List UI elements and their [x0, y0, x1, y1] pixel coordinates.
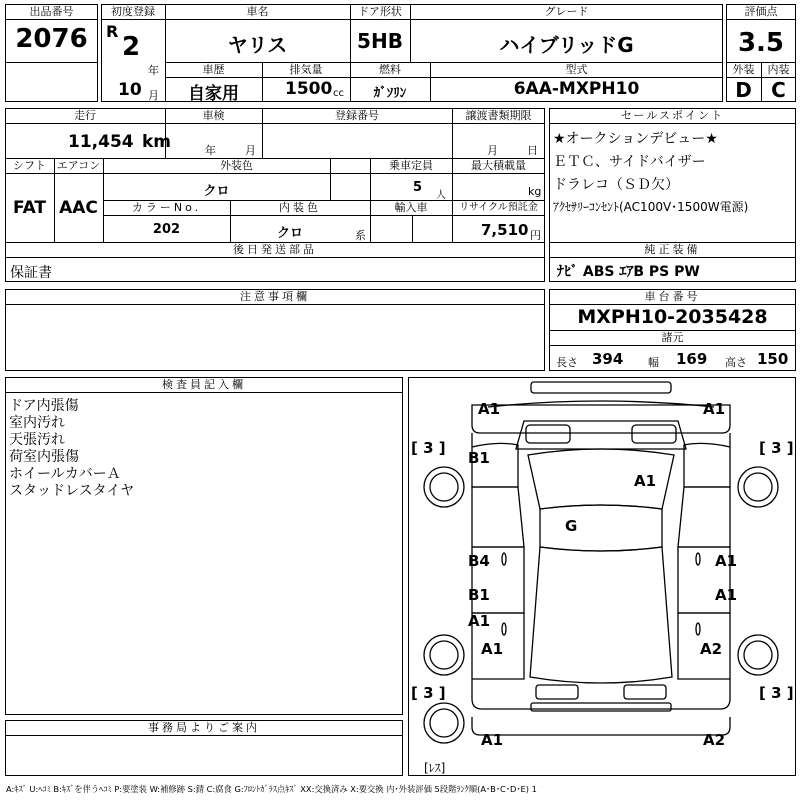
- damage-mark: A1: [478, 400, 501, 418]
- first-reg-label: 初度登録: [111, 5, 155, 18]
- notes-label: 注意事項欄: [240, 290, 310, 303]
- score-label: 評価点: [744, 5, 778, 18]
- interior-grade-label: 内装: [767, 63, 790, 76]
- transfer-deadline-label: 譲渡書類期限: [465, 109, 532, 122]
- interior-color-unit: 系: [355, 229, 366, 242]
- sales-point-2: ＥＴＣ、サイドバイザー: [553, 154, 706, 170]
- capacity-unit: 人: [436, 190, 446, 201]
- chassis-label: 車台番号: [644, 290, 701, 303]
- legend: A:ｷｽﾞ U:ﾍｺﾐ B:ｷｽﾞを伴うﾍｺﾐ P:要塗装 W:補修跡 S:錆 C:腐食 G:ﾌﾛﾝﾄｶﾞﾗｽ点ｷｽﾞ XX:交換済み X:要交換 内･外装評価 5段階ﾗﾝｸ順(A･B･C･D･E) 1: [6, 784, 537, 794]
- import-label: 輸入車: [394, 201, 428, 214]
- interior-color: クロ: [276, 226, 303, 241]
- height-label: 高さ: [725, 356, 747, 369]
- mileage-unit: km: [142, 132, 172, 152]
- exterior-grade: D: [735, 78, 752, 102]
- inspection-label: 車検: [202, 109, 225, 122]
- length-label: 長さ: [556, 356, 578, 369]
- damage-mark: A2: [703, 731, 726, 749]
- door-label: ドア形状: [358, 5, 402, 18]
- inspector-label: 検査員記入欄: [162, 378, 246, 391]
- damage-mark: A1: [481, 640, 504, 658]
- equipment-label: 純正装備: [644, 243, 701, 256]
- office-label: 事務局よりご案内: [148, 721, 260, 734]
- tread-depth: [ 3 ]: [759, 439, 794, 457]
- color-no: 202: [152, 222, 181, 237]
- first-reg-year: 2: [122, 32, 141, 62]
- sales-point-1: ★オークションデビュー★: [553, 131, 718, 147]
- spec-label: 諸元: [661, 331, 684, 344]
- score: 3.5: [737, 28, 785, 58]
- recycle-label: リサイクル預託金: [459, 202, 538, 213]
- exterior-color: クロ: [203, 184, 230, 199]
- capacity-label: 乗車定員: [389, 159, 433, 172]
- fuel-label: 燃料: [379, 63, 401, 76]
- inspector-note-4: 荷室内張傷: [9, 449, 79, 465]
- damage-mark: G: [565, 517, 578, 535]
- year-unit: 年: [148, 64, 159, 77]
- fuel: ｶﾞｿﾘﾝ: [373, 86, 407, 101]
- damage-mark: A1: [481, 731, 504, 749]
- car-diagram: [408, 377, 796, 776]
- inspection-year: 年: [205, 144, 216, 157]
- inspector-note-5: ホイールカバーＡ: [9, 466, 121, 482]
- car-name: ヤリス: [227, 33, 288, 57]
- damage-mark: B1: [468, 586, 490, 604]
- history: 自家用: [188, 84, 239, 104]
- damage-mark: B1: [468, 449, 490, 467]
- height: 150: [757, 350, 789, 368]
- grade-label: グレード: [544, 5, 589, 18]
- tread-depth: [ 3 ]: [411, 684, 446, 702]
- inspector-note-2: 室内汚れ: [9, 415, 65, 431]
- damage-mark: A1: [715, 552, 738, 570]
- transfer-month: 月: [487, 144, 498, 157]
- displacement-label: 排気量: [289, 63, 323, 76]
- history-label: 車歴: [202, 63, 225, 76]
- damage-mark: A1: [703, 400, 726, 418]
- grade: ハイブリッドG: [499, 33, 634, 57]
- damage-mark: A1: [468, 612, 491, 630]
- sales-point-4: ｱｸｾｻﾘｰｺﾝｾﾝﾄ(AC100V･1500W電源): [553, 200, 749, 214]
- era: R: [106, 22, 119, 41]
- load-label: 最大積載量: [471, 159, 526, 172]
- mileage: 11,454: [68, 132, 134, 152]
- tread-depth: [ 3 ]: [411, 439, 446, 457]
- width-label: 幅: [648, 356, 659, 369]
- inspector-note-6: スタッドレスタイヤ: [9, 483, 135, 499]
- damage-mark: A1: [715, 586, 738, 604]
- shift-label: シフト: [13, 159, 46, 172]
- shift: FAT: [12, 198, 47, 218]
- mileage-label: 走行: [74, 109, 96, 122]
- length: 394: [592, 350, 624, 368]
- color-no-label: カラーNo.: [131, 201, 202, 214]
- equipment: ﾅﾋﾞ ABS ｴｱB PS PW: [557, 264, 700, 280]
- later-parts-label: 後日発送部品: [233, 243, 317, 256]
- transfer-day: 日: [527, 144, 538, 157]
- damage-mark: B4: [468, 552, 490, 570]
- tread-depth: [ 3 ]: [759, 684, 794, 702]
- interior-color-label: 内装色: [279, 201, 321, 214]
- registration-label: 登録番号: [335, 109, 379, 122]
- door-type: 5HB: [357, 29, 403, 53]
- load-unit: kg: [528, 185, 542, 198]
- recycle-fee: 7,510: [481, 221, 529, 239]
- color-label: 外装色: [220, 159, 253, 172]
- spare-tire: [ﾚｽ]: [424, 761, 446, 775]
- sales-point-3: ドラレコ（ＳＤ欠）: [553, 177, 679, 193]
- first-reg-month: 10: [118, 80, 142, 100]
- model-label: 型式: [565, 63, 588, 76]
- car-name-label: 車名: [246, 5, 269, 18]
- displacement-unit: cc: [333, 88, 344, 99]
- model: 6AA-MXPH10: [513, 79, 640, 99]
- damage-mark: A1: [634, 472, 657, 490]
- width: 169: [676, 350, 708, 368]
- month-unit: 月: [148, 89, 159, 102]
- ac-label: エアコン: [56, 159, 101, 172]
- capacity: 5: [413, 180, 423, 195]
- chassis-number: MXPH10-2035428: [577, 306, 768, 328]
- interior-grade: C: [771, 78, 786, 102]
- lot-number-label: 出品番号: [29, 5, 74, 18]
- sales-point-label: セールスポイント: [620, 109, 724, 122]
- displacement: 1500: [285, 79, 333, 99]
- inspection-month: 月: [245, 144, 256, 157]
- inspector-note-3: 天張汚れ: [9, 432, 65, 448]
- lot-number: 2076: [15, 24, 88, 54]
- recycle-unit: 円: [530, 229, 541, 242]
- exterior-grade-label: 外装: [732, 63, 755, 76]
- aircon: AAC: [59, 198, 98, 218]
- damage-mark: A2: [700, 640, 723, 658]
- later-parts: 保証書: [10, 265, 52, 281]
- inspector-note-1: ドア内張傷: [9, 398, 79, 414]
